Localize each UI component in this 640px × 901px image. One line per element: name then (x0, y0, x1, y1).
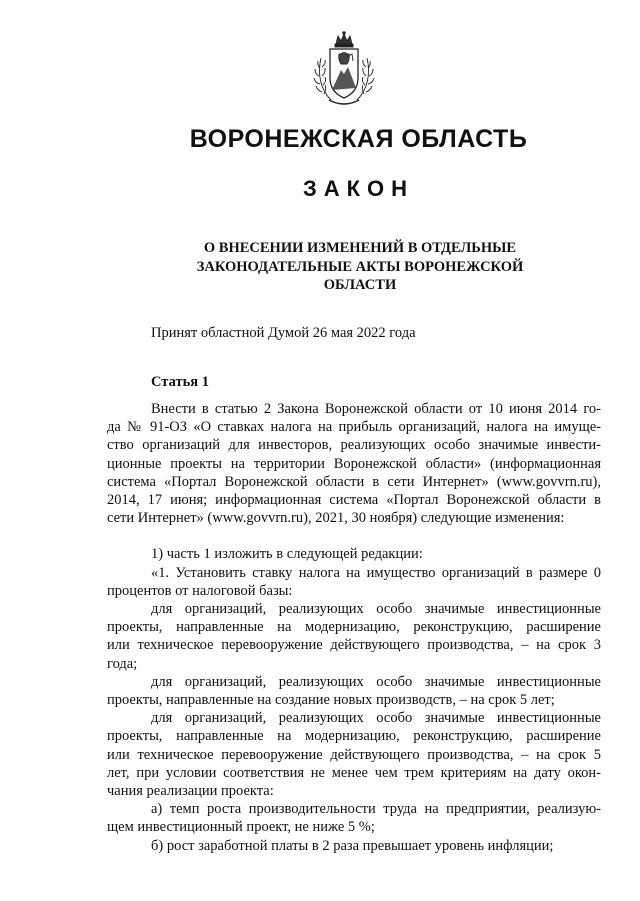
text-line: лет, при условии соответствия не менее чем трем критериям на дату окон- (107, 764, 601, 781)
text-line: б) рост заработной платы в 2 раза превышает уровень инфляции; (151, 837, 554, 854)
clause-modernization-3-years (107, 600, 601, 673)
law-subject-line: О ВНЕСЕНИИ ИЗМЕНЕНИЙ В ОТДЕЛЬНЫЕ (203, 240, 517, 256)
region-title: ВОРОНЕЖСКАЯ ОБЛАСТЬ (189, 125, 528, 153)
text-line: щем инвестиционный проект, не ниже 5 %; (107, 819, 375, 836)
voronezh-coat-of-arms-icon (311, 30, 377, 110)
text-line: Внести в статью 2 Закона Воронежской области от 10 июня 2014 го- (151, 401, 601, 417)
text-line: для организаций, реализующих особо значимые инвестиционные (151, 673, 601, 690)
text-line: для организаций, реализующих особо значимые инвестиционные (151, 601, 601, 618)
text-line: процентов от налоговой базы: (107, 582, 293, 599)
law-subject-line: ОБЛАСТИ (323, 277, 397, 293)
article-heading: Статья 1 (151, 374, 209, 390)
criterion-b (107, 837, 601, 855)
text-line: система «Портал Воронежской области в сети Интернет» (www.govvrn.ru), (107, 473, 601, 490)
text-line: 2014, 17 июня; информационная система «Портал Воронежской области в (107, 492, 601, 509)
text-line: года; (107, 655, 138, 672)
text-line: ство организаций для инвесторов, реализующих особо значимые инвести- (107, 437, 601, 454)
text-line: сети Интернет» (www.govvrn.ru), 2021, 30 ноября) следующие изменения: (107, 510, 565, 527)
text-line: а) темп роста производительности труда на предприятии, реализую- (151, 801, 601, 818)
text-line: чания реализации проекта: (107, 783, 274, 800)
clause-new-production-5-years (107, 673, 601, 709)
article-body (107, 400, 601, 855)
clause-modernization-5-years (107, 709, 601, 800)
text-line: 1) часть 1 изложить в следующей редакции: (151, 546, 423, 563)
law-subject (150, 239, 570, 295)
text-line: для организаций, реализующих особо значимые инвестиционные (151, 710, 601, 727)
intro-paragraph (107, 400, 601, 527)
item-1 (107, 545, 601, 600)
adoption-date: Принят областной Думой 26 мая 2022 года (151, 325, 416, 341)
text-line: или техническое перевооружение действующего производства, – на срок 5 (107, 746, 601, 763)
text-line: «1. Установить ставку налога на имущество организаций в размере 0 (151, 564, 601, 581)
text-line: проекты, направленные на модернизацию, реконструкцию, расширение (107, 619, 601, 636)
text-line: проекты, направленные на создание новых производств, – на срок 5 лет; (107, 692, 555, 709)
text-line: проекты, направленные на модернизацию, реконструкцию, расширение (107, 728, 601, 745)
text-line: да № 91-ОЗ «О ставках налога на прибыль организаций, налога на имуще- (107, 419, 601, 436)
criterion-a (107, 800, 601, 836)
law-title: ЗАКОН (302, 176, 415, 201)
text-line: ционные проекты на территории Воронежской области» (информационная (107, 455, 601, 472)
text-line: или техническое перевооружение действующего производства, – на срок 3 (107, 637, 601, 654)
law-subject-line: ЗАКОНОДАТЕЛЬНЫЕ АКТЫ ВОРОНЕЖСКОЙ (196, 258, 524, 275)
